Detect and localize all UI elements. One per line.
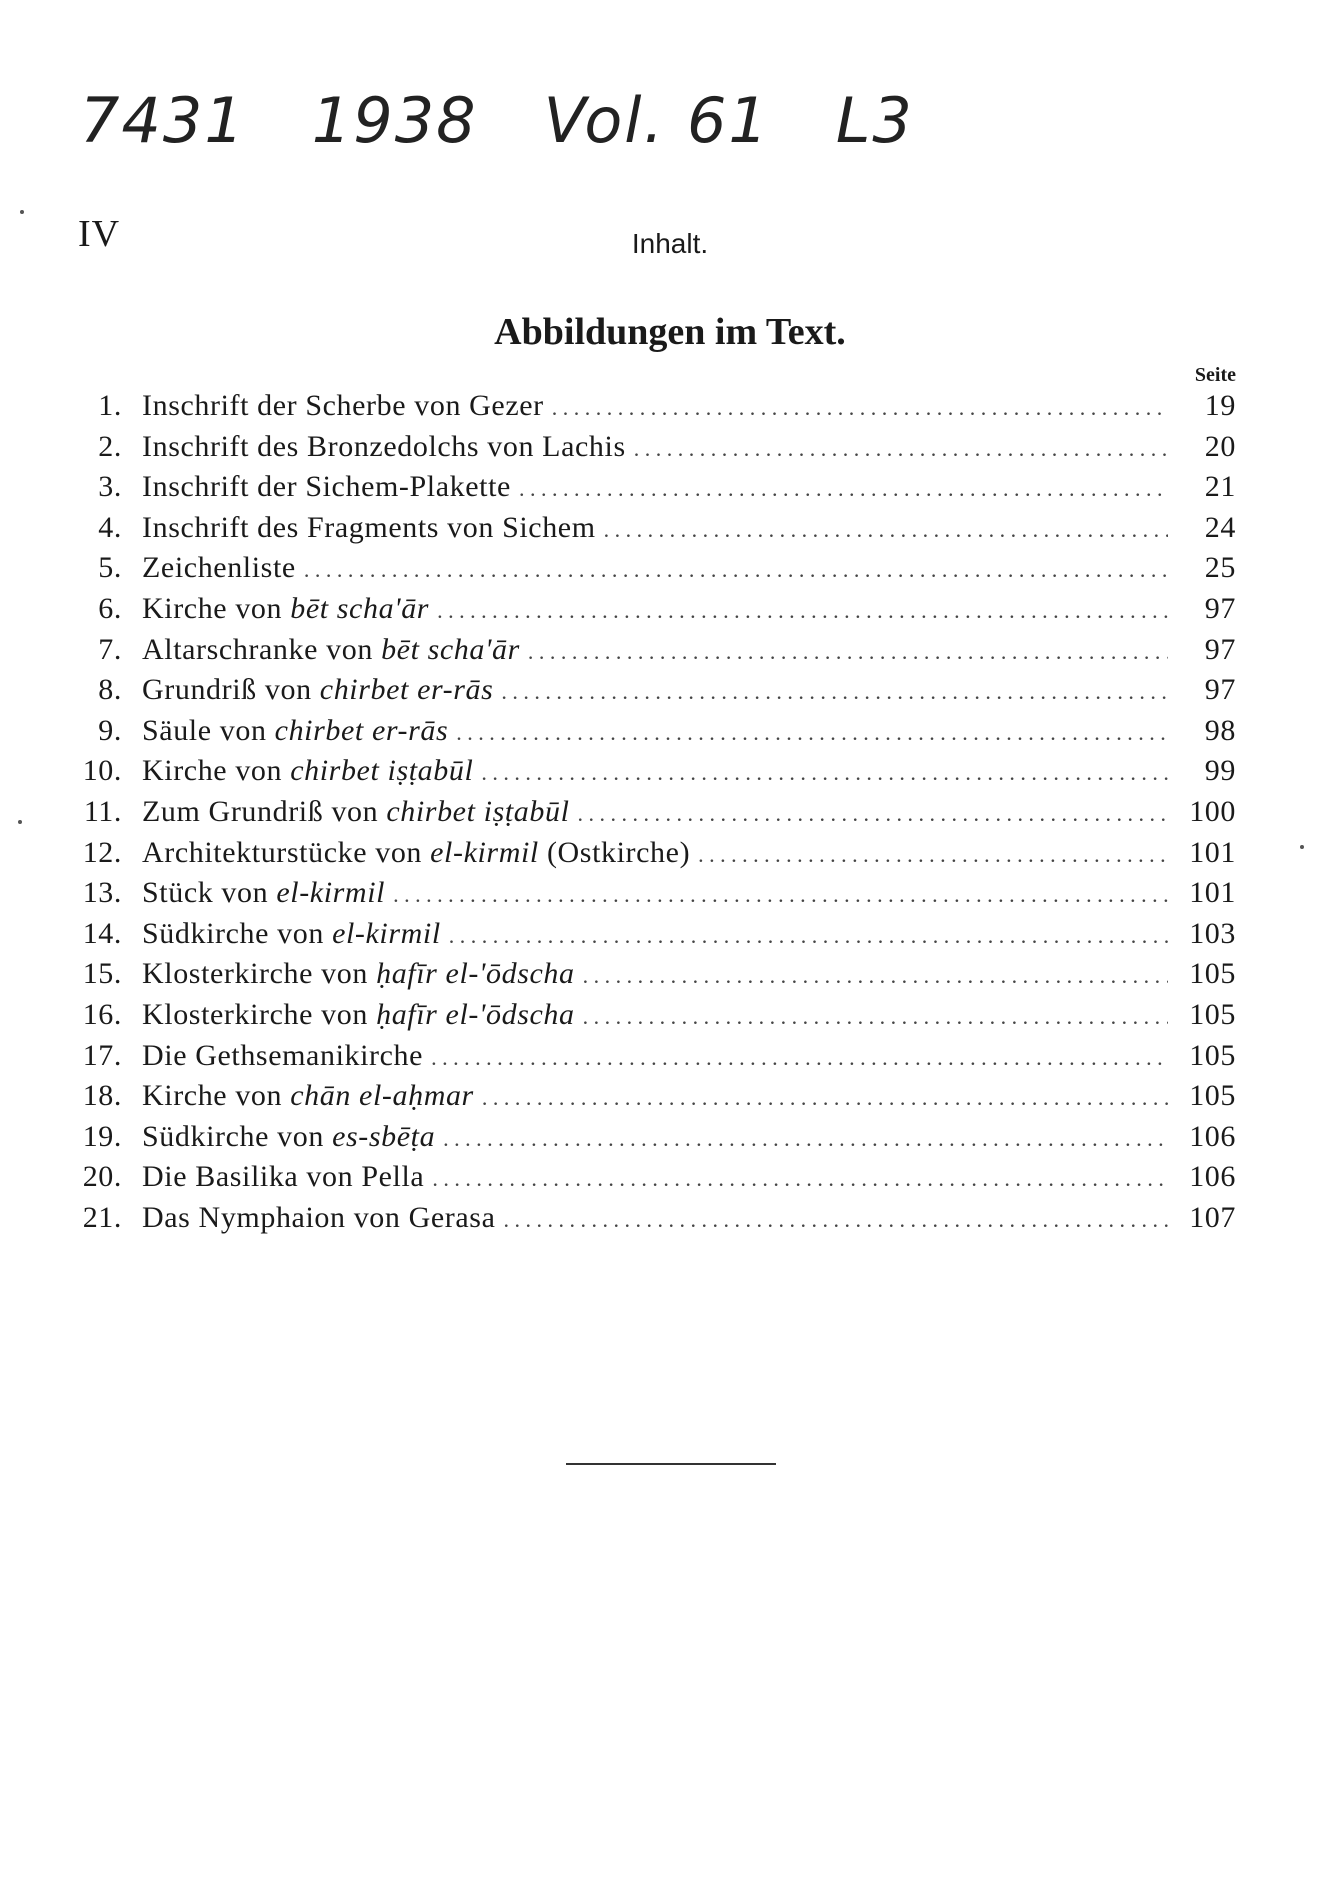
toc-entry [70, 836, 1236, 877]
dot-leader [604, 517, 1168, 543]
toc-entry [70, 592, 1236, 633]
entry-place-name: bēt scha'ār [381, 632, 520, 666]
end-rule [566, 1463, 776, 1465]
entry-number: 13. [82, 876, 122, 910]
entry-title [142, 389, 544, 423]
entry-page: 101 [1189, 835, 1236, 869]
handwritten-accession: 7431 [80, 84, 246, 157]
entry-page: 97 [1204, 673, 1236, 707]
entry-place-name: chān el-aḥmar [290, 1079, 474, 1113]
entry-page: 105 [1189, 957, 1236, 991]
entry-page: 106 [1189, 1160, 1236, 1194]
dot-leader [519, 476, 1168, 502]
entry-page: 99 [1204, 754, 1236, 788]
entry-page: 21 [1204, 470, 1236, 504]
entry-page: 100 [1189, 794, 1236, 828]
entry-place-name: bēt scha'ār [290, 591, 430, 625]
toc-entry [70, 876, 1236, 917]
handwritten-shelfmark [80, 84, 980, 157]
entry-title-text: Altarschranke von [142, 632, 373, 666]
entry-title-text: Grundriß von [142, 673, 312, 707]
toc-entry [70, 470, 1236, 511]
running-head: Inhalt. [631, 228, 709, 259]
entry-title [142, 876, 385, 910]
toc-entry [70, 1039, 1236, 1080]
dot-leader [431, 1045, 1168, 1071]
page-column-label: Seite [1194, 364, 1236, 386]
entry-page: 101 [1189, 876, 1236, 910]
toc-entry [70, 795, 1236, 836]
entry-title [142, 551, 296, 585]
entry-number: 21. [82, 1200, 122, 1234]
entry-title [142, 795, 570, 829]
entry-number: 14. [82, 916, 122, 950]
entry-title-text: Klosterkirche von [142, 957, 368, 991]
dot-leader [481, 760, 1168, 786]
entry-number: 2. [98, 429, 122, 463]
entry-title-suffix: (Ostkirche) [546, 835, 691, 869]
entry-title-text: Zeichenliste [142, 551, 296, 585]
toc-entry [70, 957, 1236, 998]
entry-title-text: Inschrift der Scherbe von Gezer [142, 389, 544, 422]
entry-title [142, 836, 690, 870]
handwritten-year: 1938 [311, 84, 478, 157]
entry-place-name: el-kirmil [430, 835, 539, 869]
toc-entry [70, 917, 1236, 958]
entry-number: 5. [98, 551, 122, 585]
entry-page: 98 [1204, 713, 1236, 747]
entry-title-text: Die Basilika von Pella [142, 1160, 425, 1194]
entry-title [142, 754, 473, 788]
entry-title [142, 673, 493, 707]
entry-page: 19 [1204, 389, 1236, 422]
figure-list [70, 389, 1236, 1241]
dot-leader [583, 1004, 1168, 1030]
entry-title [142, 1201, 495, 1235]
dot-leader [578, 801, 1168, 827]
entry-number: 4. [98, 510, 122, 544]
entry-number: 19. [82, 1119, 122, 1153]
toc-entry [70, 389, 1236, 430]
dot-leader [634, 436, 1168, 462]
entry-title-text: Südkirche von [142, 1119, 324, 1153]
toc-entry [70, 633, 1236, 674]
dot-leader [583, 963, 1168, 989]
toc-entry [70, 714, 1236, 755]
entry-page: 25 [1204, 551, 1236, 585]
dot-leader [501, 679, 1168, 705]
entry-page: 107 [1189, 1200, 1236, 1234]
entry-page: 97 [1204, 632, 1236, 666]
toc-entry [70, 998, 1236, 1039]
entry-title-text: Säule von [142, 713, 267, 747]
dot-leader [552, 395, 1168, 421]
entry-title [142, 917, 441, 951]
handwritten-code: L3 [835, 84, 914, 157]
entry-title [142, 957, 575, 991]
entry-title-text: Inschrift der Sichem-Plakette [142, 470, 511, 504]
dot-leader [304, 557, 1168, 583]
entry-title [142, 1120, 435, 1154]
entry-place-name: ḥafīr el-'ōdscha [376, 997, 575, 1031]
entry-title [142, 592, 429, 626]
entry-number: 16. [82, 997, 122, 1031]
entry-title-text: Kirche von [142, 754, 283, 788]
dot-leader [393, 882, 1168, 908]
toc-entry [70, 1120, 1236, 1161]
entry-title-text: Kirche von [142, 1079, 283, 1113]
entry-page: 105 [1189, 1038, 1236, 1072]
entry-page: 106 [1189, 1119, 1236, 1153]
entry-page: 105 [1189, 997, 1236, 1031]
scan-speck [20, 210, 24, 214]
entry-title [142, 470, 511, 504]
entry-title [142, 1160, 424, 1194]
entry-number: 15. [82, 957, 122, 991]
dot-leader [437, 598, 1168, 624]
scan-speck [18, 820, 22, 824]
entry-number: 6. [98, 591, 122, 625]
entry-place-name: chirbet iṣṭabūl [290, 754, 474, 788]
entry-number: 9. [98, 713, 122, 747]
toc-entry [70, 673, 1236, 714]
entry-number: 17. [82, 1038, 122, 1072]
entry-number: 11. [83, 794, 122, 828]
entry-number: 3. [98, 470, 122, 504]
entry-place-name: el-kirmil [276, 876, 386, 910]
entry-place-name: chirbet iṣṭabūl [386, 794, 570, 828]
entry-page: 105 [1189, 1079, 1236, 1113]
entry-title [142, 1079, 474, 1113]
dot-leader [482, 1085, 1168, 1111]
entry-page: 20 [1204, 429, 1236, 463]
dot-leader [449, 923, 1168, 949]
entry-title-text: Inschrift des Bronzedolchs von Lachis [142, 429, 626, 463]
scan-speck [1300, 845, 1304, 849]
entry-place-name: el-kirmil [332, 916, 441, 950]
toc-entry [70, 754, 1236, 795]
entry-title-text: Architekturstücke von [142, 835, 423, 869]
entry-title-text: Das Nymphaion von Gerasa [142, 1200, 496, 1234]
entry-number: 20. [82, 1160, 122, 1194]
toc-entry [70, 430, 1236, 471]
entry-number: 12. [82, 835, 122, 869]
entry-number: 1. [98, 389, 122, 422]
dot-leader [443, 1126, 1168, 1152]
entry-title [142, 511, 596, 545]
handwritten-volume: Vol. 61 [543, 84, 770, 157]
entry-title-text: Kirche von [142, 591, 283, 625]
entry-title-text: Zum Grundriß von [142, 794, 379, 828]
entry-number: 7. [98, 632, 122, 666]
page-number: IV [78, 213, 121, 255]
toc-entry [70, 551, 1236, 592]
entry-place-name: chirbet er-rās [319, 673, 494, 707]
entry-place-name: es-sbēṭa [332, 1119, 436, 1153]
toc-entry [70, 511, 1236, 552]
section-title: Abbildungen im Text. [494, 311, 846, 353]
toc-entry [70, 1201, 1236, 1242]
entry-title-text: Südkirche von [142, 916, 324, 950]
dot-leader [528, 639, 1168, 665]
entry-title [142, 714, 448, 748]
entry-page: 103 [1189, 916, 1236, 950]
dot-leader [456, 720, 1168, 746]
entry-title [142, 1039, 423, 1073]
dot-leader [698, 842, 1168, 868]
entry-title [142, 430, 626, 464]
dot-leader [432, 1166, 1168, 1192]
toc-entry [70, 1079, 1236, 1120]
entry-title [142, 633, 520, 667]
entry-place-name: ḥafīr el-'ōdscha [376, 957, 575, 991]
entry-number: 18. [82, 1079, 122, 1113]
entry-number: 10. [82, 754, 122, 788]
entry-title [142, 998, 575, 1032]
entry-title-text: Die Gethsemanikirche [142, 1038, 424, 1072]
entry-title-text: Inschrift des Fragments von Sichem [142, 510, 596, 544]
entry-page: 97 [1204, 591, 1236, 625]
entry-number: 8. [98, 673, 122, 707]
entry-page: 24 [1204, 510, 1236, 544]
entry-title-text: Stück von [142, 876, 269, 910]
entry-title-text: Klosterkirche von [142, 997, 368, 1031]
dot-leader [503, 1207, 1168, 1233]
entry-place-name: chirbet er-rās [274, 713, 449, 747]
toc-entry [70, 1160, 1236, 1201]
